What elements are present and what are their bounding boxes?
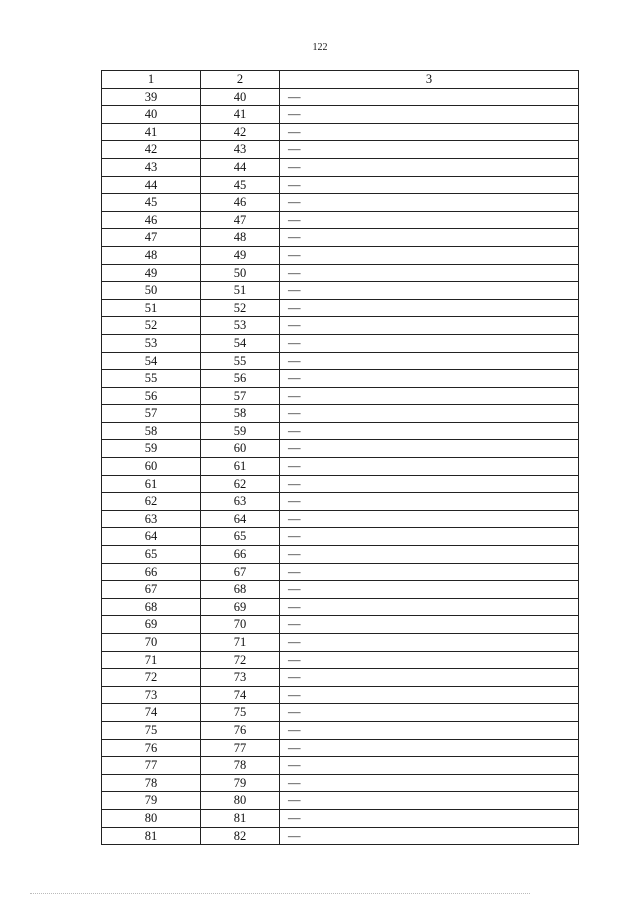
table-row — [102, 827, 579, 845]
dash-mark: — — [288, 740, 301, 755]
table-cell-col-3 — [280, 686, 579, 704]
dash-mark: — — [288, 687, 301, 702]
table-cell-col-2: 43 — [201, 141, 280, 159]
table-cell-col-3 — [280, 370, 579, 388]
table-cell-col-2: 78 — [201, 757, 280, 775]
dash-mark: — — [288, 511, 301, 526]
table-cell-col-1: 59 — [102, 440, 201, 458]
table-row — [102, 211, 579, 229]
table-cell-col-1: 80 — [102, 809, 201, 827]
table-cell-col-2: 58 — [201, 405, 280, 423]
table-row — [102, 528, 579, 546]
table-cell-col-3 — [280, 387, 579, 405]
dash-mark: — — [288, 89, 301, 104]
table-cell-col-2: 79 — [201, 774, 280, 792]
table-cell-col-2: 72 — [201, 651, 280, 669]
dash-mark: — — [288, 142, 301, 157]
table-cell-col-1: 55 — [102, 370, 201, 388]
table-row — [102, 563, 579, 581]
table-row — [102, 317, 579, 335]
table-cell-col-3 — [280, 440, 579, 458]
table-cell-col-2: 47 — [201, 211, 280, 229]
table-cell-col-3 — [280, 510, 579, 528]
scan-artifact-line — [30, 893, 530, 895]
table-cell-col-2: 81 — [201, 809, 280, 827]
table-row — [102, 370, 579, 388]
table-row — [102, 141, 579, 159]
dash-mark: — — [288, 599, 301, 614]
table-cell-col-1: 71 — [102, 651, 201, 669]
dash-mark: — — [288, 124, 301, 139]
dash-mark: — — [288, 722, 301, 737]
table-cell-col-1: 47 — [102, 229, 201, 247]
table-cell-col-3 — [280, 123, 579, 141]
table-row — [102, 299, 579, 317]
table-cell-col-2: 76 — [201, 721, 280, 739]
table-row — [102, 704, 579, 722]
dash-mark: — — [288, 547, 301, 562]
table-cell-col-1: 62 — [102, 493, 201, 511]
table-row — [102, 158, 579, 176]
table-cell-col-3 — [280, 739, 579, 757]
table-cell-col-1: 76 — [102, 739, 201, 757]
table-row — [102, 546, 579, 564]
table-cell-col-3 — [280, 493, 579, 511]
table-cell-col-2: 41 — [201, 106, 280, 124]
table-row — [102, 176, 579, 194]
table-cell-col-1: 78 — [102, 774, 201, 792]
table-row — [102, 88, 579, 106]
table-cell-col-1: 67 — [102, 581, 201, 599]
table-cell-col-2: 65 — [201, 528, 280, 546]
table-cell-col-3 — [280, 634, 579, 652]
table-cell-col-3 — [280, 88, 579, 106]
table-cell-col-2: 60 — [201, 440, 280, 458]
table-row — [102, 334, 579, 352]
dash-mark: — — [288, 265, 301, 280]
dash-mark: — — [288, 670, 301, 685]
table-cell-col-3 — [280, 405, 579, 423]
table-cell-col-2: 63 — [201, 493, 280, 511]
dash-mark: — — [288, 335, 301, 350]
table-row — [102, 458, 579, 476]
table-cell-col-1: 39 — [102, 88, 201, 106]
table-cell-col-2: 49 — [201, 246, 280, 264]
table-cell-col-2: 75 — [201, 704, 280, 722]
table-cell-col-1: 74 — [102, 704, 201, 722]
table-row — [102, 721, 579, 739]
table-cell-col-3 — [280, 598, 579, 616]
table-cell-col-1: 81 — [102, 827, 201, 845]
dash-mark: — — [288, 107, 301, 122]
table-cell-col-2: 73 — [201, 669, 280, 687]
table-cell-col-3 — [280, 651, 579, 669]
table-cell-col-1: 64 — [102, 528, 201, 546]
table-cell-col-1: 45 — [102, 194, 201, 212]
table-cell-col-1: 49 — [102, 264, 201, 282]
table-cell-col-2: 42 — [201, 123, 280, 141]
table-row — [102, 106, 579, 124]
dash-mark: — — [288, 441, 301, 456]
table-cell-col-1: 65 — [102, 546, 201, 564]
table-cell-col-3 — [280, 721, 579, 739]
table-cell-col-3 — [280, 194, 579, 212]
dash-mark: — — [288, 652, 301, 667]
data-table — [101, 70, 579, 845]
table-row — [102, 792, 579, 810]
table-row — [102, 669, 579, 687]
table-cell-col-3 — [280, 246, 579, 264]
table-cell-col-2: 71 — [201, 634, 280, 652]
table-header-row — [102, 71, 579, 89]
dash-mark: — — [288, 476, 301, 491]
table-row — [102, 774, 579, 792]
table-cell-col-3 — [280, 422, 579, 440]
table-cell-col-2: 57 — [201, 387, 280, 405]
table-cell-col-2: 50 — [201, 264, 280, 282]
table-cell-col-3 — [280, 827, 579, 845]
dash-mark: — — [288, 810, 301, 825]
dash-mark: — — [288, 159, 301, 174]
table-cell-col-1: 63 — [102, 510, 201, 528]
table-row — [102, 739, 579, 757]
table-cell-col-3 — [280, 458, 579, 476]
table-cell-col-1: 73 — [102, 686, 201, 704]
table-cell-col-2: 40 — [201, 88, 280, 106]
table-cell-col-1: 70 — [102, 634, 201, 652]
column-header-1: 1 — [102, 71, 201, 89]
dash-mark: — — [288, 371, 301, 386]
dash-mark: — — [288, 828, 301, 843]
table-cell-col-3 — [280, 475, 579, 493]
table-cell-col-2: 53 — [201, 317, 280, 335]
table-row — [102, 229, 579, 247]
table-cell-col-3 — [280, 528, 579, 546]
column-header-3: 3 — [280, 71, 579, 89]
table-cell-col-2: 77 — [201, 739, 280, 757]
dash-mark: — — [288, 230, 301, 245]
dash-mark: — — [288, 793, 301, 808]
table-cell-col-3 — [280, 158, 579, 176]
dash-mark: — — [288, 247, 301, 262]
table-row — [102, 422, 579, 440]
table-cell-col-3 — [280, 317, 579, 335]
table-cell-col-1: 72 — [102, 669, 201, 687]
table-cell-col-2: 68 — [201, 581, 280, 599]
table-cell-col-1: 66 — [102, 563, 201, 581]
table-cell-col-2: 48 — [201, 229, 280, 247]
table-row — [102, 352, 579, 370]
table-cell-col-1: 75 — [102, 721, 201, 739]
table-cell-col-3 — [280, 809, 579, 827]
table-cell-col-1: 58 — [102, 422, 201, 440]
table-cell-col-1: 41 — [102, 123, 201, 141]
table-cell-col-1: 40 — [102, 106, 201, 124]
dash-mark: — — [288, 212, 301, 227]
table-cell-col-2: 80 — [201, 792, 280, 810]
table-cell-col-3 — [280, 774, 579, 792]
dash-mark: — — [288, 406, 301, 421]
table-row — [102, 686, 579, 704]
table-body — [102, 88, 579, 845]
table-row — [102, 598, 579, 616]
table-row — [102, 634, 579, 652]
table-cell-col-2: 67 — [201, 563, 280, 581]
table-cell-col-1: 69 — [102, 616, 201, 634]
table-cell-col-2: 45 — [201, 176, 280, 194]
table-cell-col-3 — [280, 704, 579, 722]
table-cell-col-3 — [280, 546, 579, 564]
table-cell-col-2: 61 — [201, 458, 280, 476]
dash-mark: — — [288, 283, 301, 298]
table-row — [102, 651, 579, 669]
table-cell-col-1: 46 — [102, 211, 201, 229]
table-cell-col-1: 43 — [102, 158, 201, 176]
dash-mark: — — [288, 775, 301, 790]
table-cell-col-3 — [280, 563, 579, 581]
table-cell-col-1: 57 — [102, 405, 201, 423]
table-cell-col-1: 56 — [102, 387, 201, 405]
dash-mark: — — [288, 758, 301, 773]
table-cell-col-1: 61 — [102, 475, 201, 493]
table-cell-col-2: 52 — [201, 299, 280, 317]
page-number: 122 — [312, 42, 328, 53]
table-row — [102, 757, 579, 775]
table-cell-col-3 — [280, 176, 579, 194]
dash-mark: — — [288, 635, 301, 649]
table-cell-col-3 — [280, 352, 579, 370]
table-cell-col-2: 64 — [201, 510, 280, 528]
table-cell-col-1: 60 — [102, 458, 201, 476]
dash-mark: — — [288, 494, 301, 509]
dash-mark: — — [288, 459, 301, 474]
table-cell-col-2: 66 — [201, 546, 280, 564]
table-cell-col-1: 52 — [102, 317, 201, 335]
table-cell-col-3 — [280, 334, 579, 352]
dash-mark: — — [288, 564, 301, 579]
table-cell-col-3 — [280, 282, 579, 300]
table-row — [102, 282, 579, 300]
table-row — [102, 405, 579, 423]
table-cell-col-3 — [280, 616, 579, 634]
table-cell-col-1: 53 — [102, 334, 201, 352]
table-cell-col-2: 74 — [201, 686, 280, 704]
table-cell-col-2: 82 — [201, 827, 280, 845]
table-cell-col-2: 44 — [201, 158, 280, 176]
table-cell-col-1: 48 — [102, 246, 201, 264]
table-cell-col-3 — [280, 299, 579, 317]
table-row — [102, 194, 579, 212]
table-cell-col-1: 79 — [102, 792, 201, 810]
table-cell-col-3 — [280, 211, 579, 229]
dash-mark: — — [288, 300, 301, 315]
table-cell-col-3 — [280, 669, 579, 687]
table-cell-col-2: 55 — [201, 352, 280, 370]
table-row — [102, 809, 579, 827]
table-row — [102, 440, 579, 458]
column-header-2: 2 — [201, 71, 280, 89]
table-row — [102, 616, 579, 634]
table-row — [102, 493, 579, 511]
table-cell-col-2: 56 — [201, 370, 280, 388]
dash-mark: — — [288, 705, 301, 720]
dash-mark: — — [288, 582, 301, 597]
dash-mark: — — [288, 617, 301, 632]
table-cell-col-3 — [280, 757, 579, 775]
dash-mark: — — [288, 353, 301, 368]
table-row — [102, 387, 579, 405]
dash-mark: — — [288, 529, 301, 544]
dash-mark: — — [288, 318, 301, 333]
dash-mark: — — [288, 423, 301, 438]
table-cell-col-3 — [280, 229, 579, 247]
table-cell-col-2: 62 — [201, 475, 280, 493]
table-cell-col-1: 50 — [102, 282, 201, 300]
table-cell-col-2: 46 — [201, 194, 280, 212]
table-cell-col-3 — [280, 581, 579, 599]
table-cell-col-3 — [280, 106, 579, 124]
table-cell-col-2: 70 — [201, 616, 280, 634]
table-row — [102, 510, 579, 528]
table-row — [102, 581, 579, 599]
table-cell-col-1: 51 — [102, 299, 201, 317]
dash-mark: — — [288, 177, 301, 192]
dash-mark: — — [288, 388, 301, 403]
table-cell-col-3 — [280, 141, 579, 159]
table-cell-col-1: 54 — [102, 352, 201, 370]
table-row — [102, 264, 579, 282]
table-cell-col-2: 54 — [201, 334, 280, 352]
table-cell-col-2: 69 — [201, 598, 280, 616]
table-cell-col-3 — [280, 792, 579, 810]
table-cell-col-1: 68 — [102, 598, 201, 616]
table-cell-col-1: 44 — [102, 176, 201, 194]
table-row — [102, 475, 579, 493]
dash-mark: — — [288, 195, 301, 210]
table-cell-col-2: 51 — [201, 282, 280, 300]
table-cell-col-1: 77 — [102, 757, 201, 775]
table-cell-col-2: 59 — [201, 422, 280, 440]
table-row — [102, 123, 579, 141]
table-cell-col-1: 42 — [102, 141, 201, 159]
table-cell-col-3 — [280, 264, 579, 282]
table-row — [102, 246, 579, 264]
